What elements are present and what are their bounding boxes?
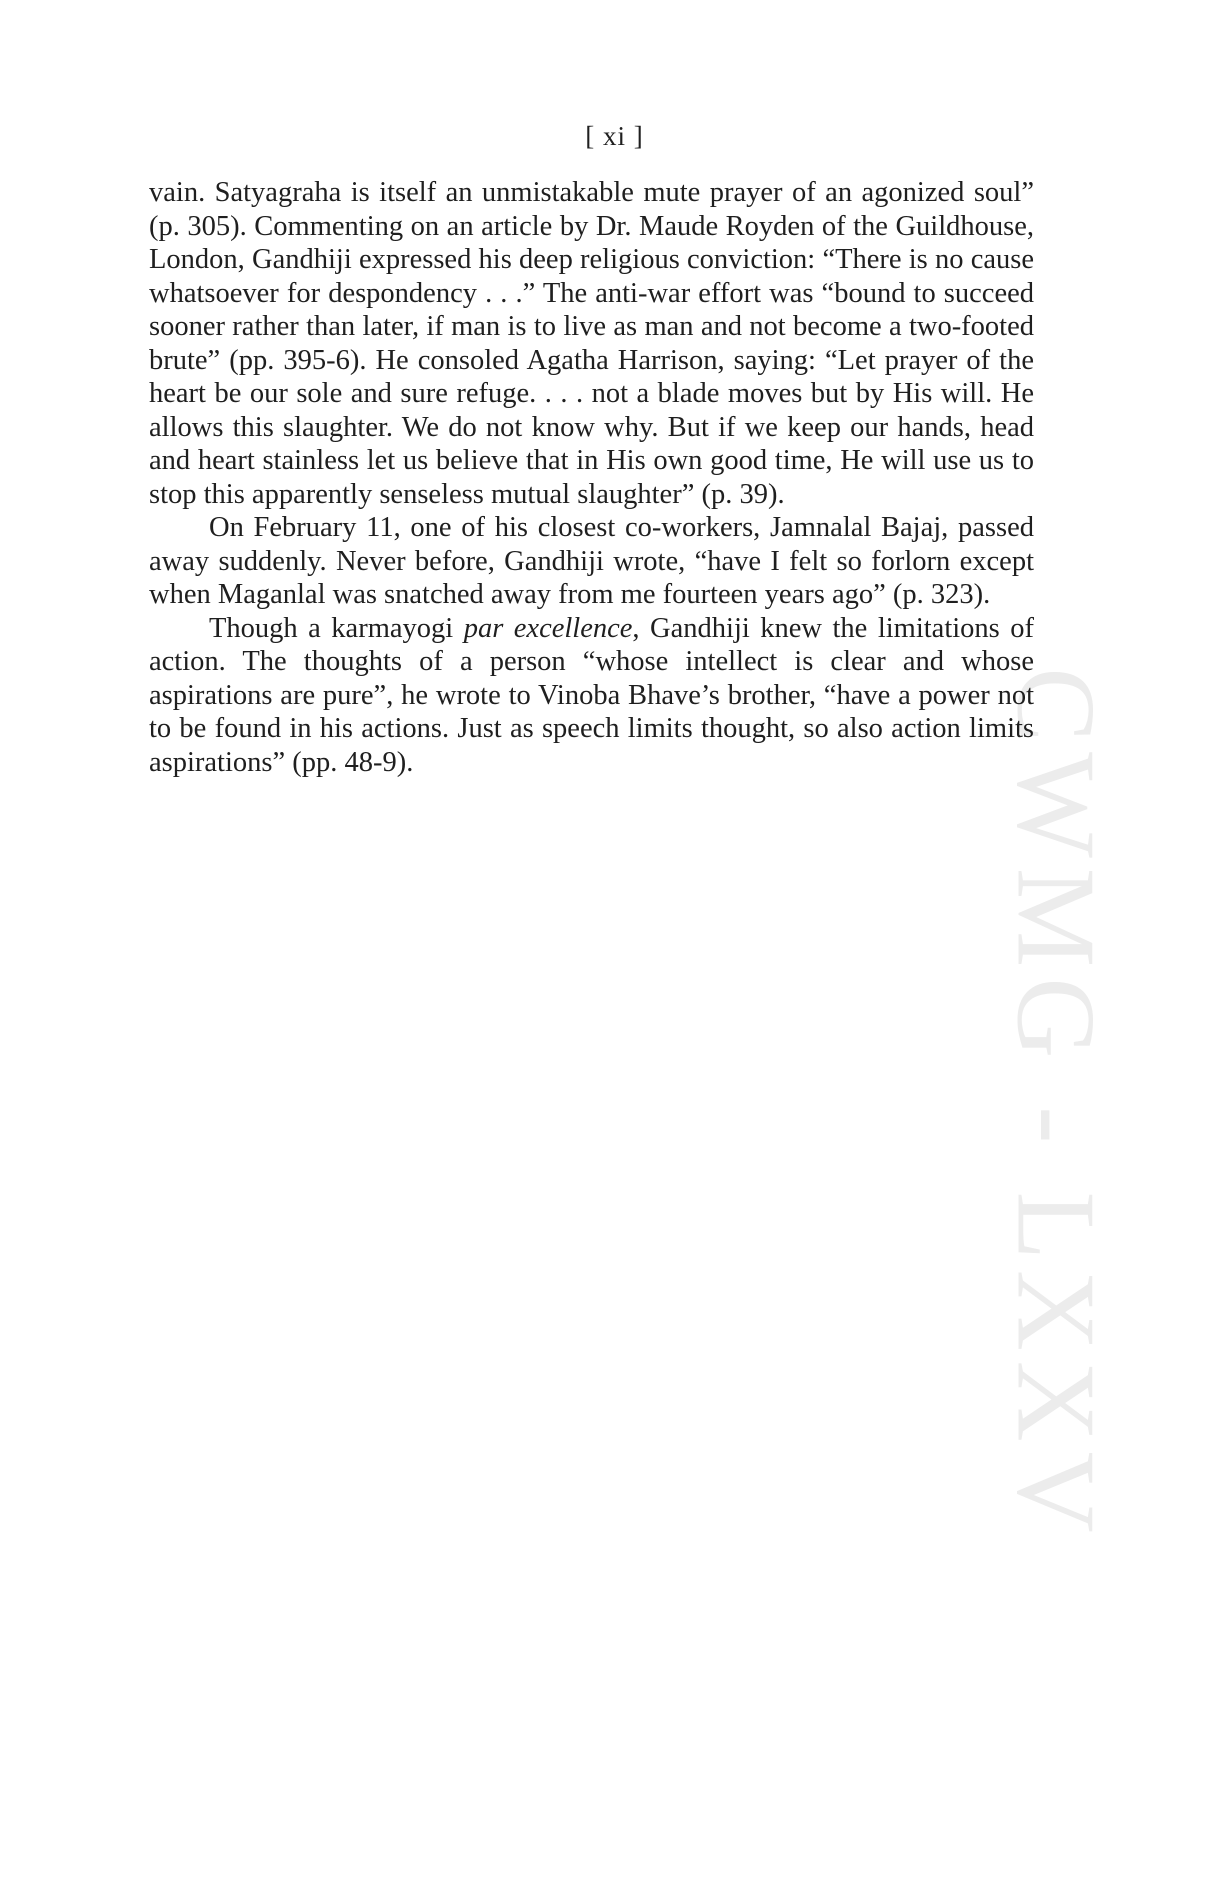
paragraph-2: On February 11, one of his closest co-workers, Jamnalal Bajaj, passed away suddenly. Never before, Gandhiji wrote, “have I felt so forlorn except when Maganlal was snatched away from me fourteen years ago” (p. 323). bbox=[149, 512, 1034, 610]
paragraph-3-end: , Gandhiji knew the limitations of action. The thoughts of a person “whose intellect is clear and whose aspirations are pure”, he wrote to Vinoba Bhave’s brother, “have a power not to be found in his actions. Just as speech limits thought, so also action limits aspirations” (pp. 48-9). bbox=[149, 612, 1034, 778]
paragraph-1: vain. Satyagraha is itself an unmistakable mute prayer of an agonized soul” (p. 305). Commenting on an article by Dr. Maude Royden of the Guildhouse, London, Gandhiji expressed his deep religious conviction: “There is no cause whatsoever for despondency . . .” The anti-war effort was “bound to succeed sooner rather than later, if man is to live as man and not become a two-footed brute” (pp. 395-6). He consoled Agatha Harrison, saying: “Let prayer of the heart be our sole and sure refuge. . . . not a blade moves but by His will. He allows this slaughter. We do not know why. But if we keep our hands, head and heart stainless let us believe that in His own good time, He will use us to stop this apparently senseless mutual slaughter” (p. 39). bbox=[149, 177, 1034, 510]
paragraph-3-start: Though a karmayogi bbox=[209, 612, 464, 644]
page-number: [ xi ] bbox=[585, 121, 644, 151]
watermark: CWMG - LXXV bbox=[993, 667, 1118, 1543]
italic-phrase: par excellence bbox=[463, 612, 633, 644]
body-text bbox=[149, 176, 1034, 779]
paragraph-3 bbox=[149, 612, 1034, 780]
